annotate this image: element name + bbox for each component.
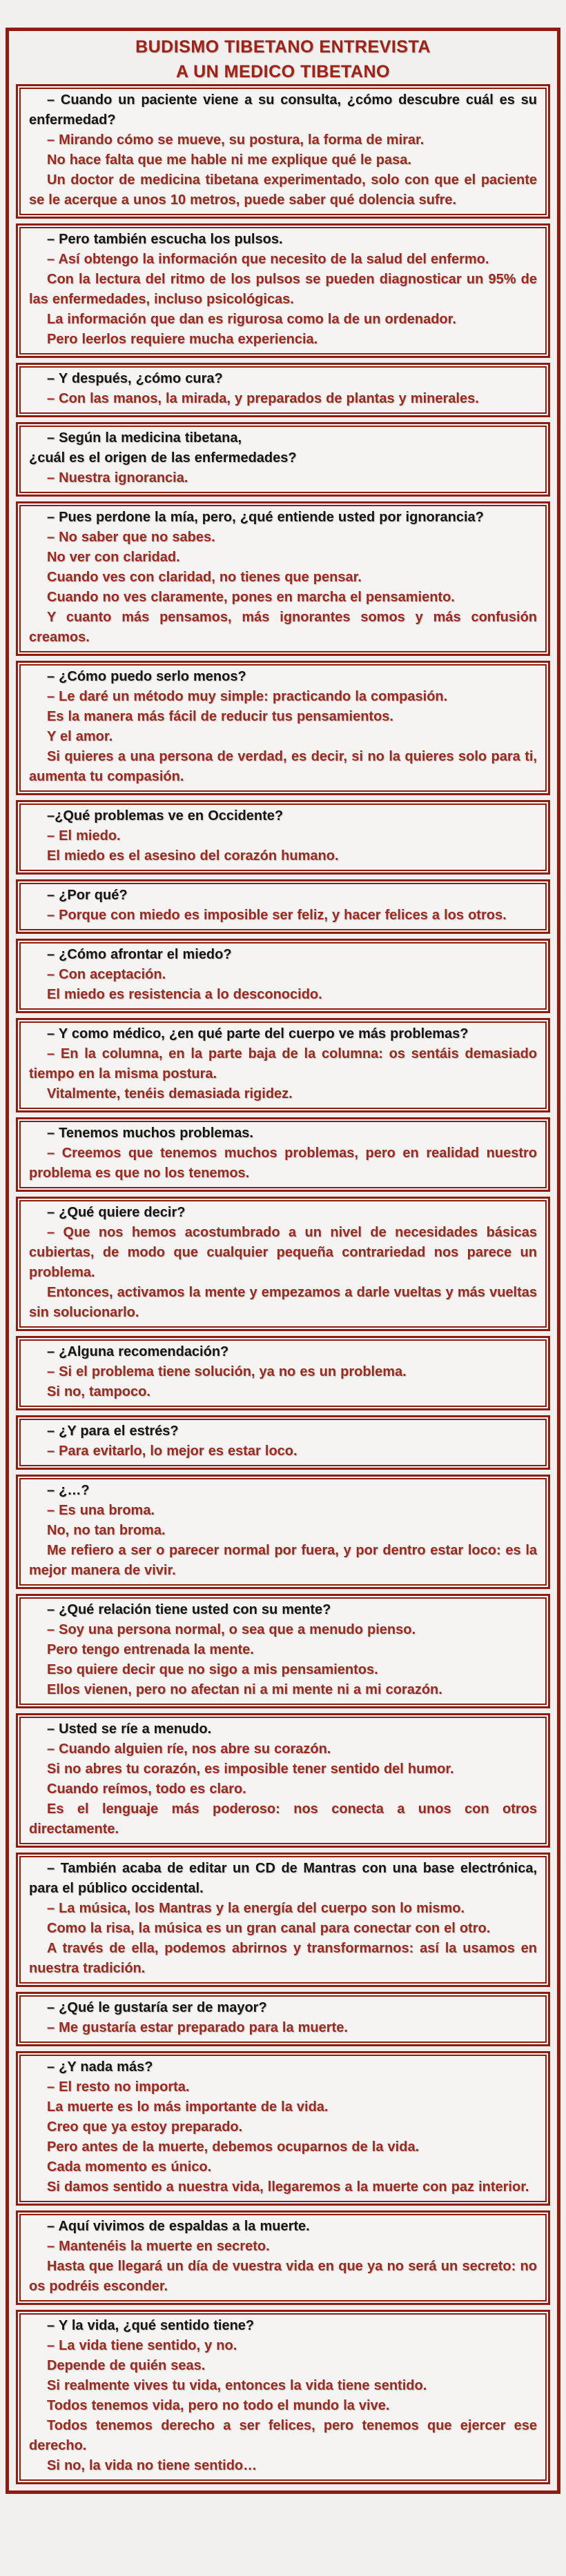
answer-paragraph: Con la lectura del ritmo de los pulsos se pueden diagnosticar un 95% de las enfermedades, incluso psicológicas. [29,272,537,307]
answer-paragraph: No hace falta que me hable ni me explique qué le pasa. [47,152,411,168]
question-paragraph: – Cuando un paciente viene a su consulta, ¿cómo descubre cuál es su enfermedad? [29,92,537,128]
qa-block-inner [19,505,547,652]
answer-paragraph: Como la risa, la música es un gran canal para conectar con el otro. [47,1921,491,1936]
question-paragraph: ¿cuál es el origen de las enfermedades? [29,450,297,466]
qa-block-inner [19,2214,547,2302]
qa-block-inner [19,1717,547,1844]
question-paragraph: – ¿Cómo puedo serlo menos? [47,669,246,684]
qa-block [16,1594,550,1708]
question-paragraph: – ¿Alguna recomendación? [47,1344,229,1359]
answer-paragraph: – El miedo. [47,828,121,843]
qa-block [16,939,550,1013]
answer-paragraph: – Creemos que tenemos muchos problemas, pero en realidad nuestro problema es que no los tenemos. [29,1146,537,1181]
qa-block [16,1992,550,2046]
answer-paragraph: Si no, la vida no tiene sentido… [47,2458,257,2473]
question-paragraph: – Y después, ¿cómo cura? [47,371,223,386]
answer-paragraph: El miedo es resistencia a lo desconocido. [47,987,322,1002]
qa-block-inner [19,883,547,930]
qa-block [16,800,550,875]
answer-paragraph: Si no abres tu corazón, es imposible tener sentido del humor. [47,1761,454,1777]
qa-block [16,363,550,417]
answer-paragraph: Un doctor de medicina tibetana experimentado, solo con que el paciente se le acerque a unos 10 metros, puede saber qué dolencia sufre. [29,172,537,208]
question-paragraph: – ¿Por qué? [47,888,128,903]
answer-paragraph: – Así obtengo la información que necesito de la salud del enfermo. [47,252,489,267]
answer-paragraph: Todos tenemos vida, pero no todo el mundo la vive. [47,2398,390,2413]
qa-block [16,661,550,795]
answer-paragraph: Ellos vienen, pero no afectan ni a mi mente ni a mi corazón. [47,1682,442,1697]
answer-paragraph: Vitalmente, tenéis demasiada rigidez. [47,1086,293,1101]
answer-paragraph: – Con aceptación. [47,967,166,982]
answer-paragraph: El miedo es el asesino del corazón humano. [47,848,339,863]
answer-paragraph: Si realmente vives tu vida, entonces la vida tiene sentido. [47,2378,427,2393]
answer-paragraph: Si no, tampoco. [47,1384,150,1399]
qa-block-inner [19,426,547,493]
question-paragraph: – Tenemos muchos problemas. [47,1126,253,1141]
question-paragraph: – ¿Qué quiere decir? [47,1205,186,1220]
answer-paragraph: Cada momento es único. [47,2159,212,2175]
answer-paragraph: Me refiero a ser o parecer normal por fuera, y por dentro estar loco: es la mejor manera de vivir. [29,1543,537,1578]
qa-block [16,1018,550,1112]
answer-paragraph: – La vida tiene sentido, y no. [47,2338,237,2353]
qa-block [16,1853,550,1987]
qa-block-inner [19,1419,547,1466]
answer-paragraph: – El resto no importa. [47,2079,190,2095]
answer-paragraph: Y el amor. [47,729,113,744]
answer-paragraph: La muerte es lo más importante de la vida. [47,2099,329,2115]
answer-paragraph: – Que nos hemos acostumbrado a un nivel de necesidades básicas cubiertas, de modo que cualquier pequeña contrariedad nos parece un problema. [29,1225,537,1280]
answer-paragraph: Si quieres a una persona de verdad, es decir, si no la quieres solo para ti, aumenta tu compasión. [29,749,537,784]
answer-paragraph: – Si el problema tiene solución, ya no es un problema. [47,1364,407,1379]
answer-paragraph: Creo que ya estoy preparado. [47,2119,243,2135]
qa-list [9,84,557,2484]
answer-paragraph: – Soy una persona normal, o sea que a menudo pienso. [47,1622,416,1637]
qa-block-inner [19,664,547,792]
answer-paragraph: – Es una broma. [47,1503,155,1518]
answer-paragraph: – En la columna, en la parte baja de la columna: os sentáis demasiado tiempo en la misma postura. [29,1046,537,1081]
question-paragraph: – Usted se ríe a menudo. [47,1721,212,1737]
qa-block-inner [19,1021,547,1109]
question-paragraph: – ¿Y nada más? [47,2059,153,2075]
answer-paragraph: Entonces, activamos la mente y empezamos a darle vueltas y más vueltas sin solucionarlo. [29,1285,537,1320]
answer-paragraph: Pero antes de la muerte, debemos ocuparnos de la vida. [47,2139,420,2155]
qa-block-inner [19,803,547,871]
qa-block [16,1336,550,1410]
question-paragraph: – Pues perdone la mía, pero, ¿qué entiende usted por ignorancia? [47,510,484,525]
answer-paragraph: A través de ella, podemos abrirnos y transformarnos: así la usamos en nuestra tradición. [29,1941,537,1976]
answer-paragraph: Cuando reímos, todo es claro. [47,1781,246,1797]
answer-paragraph: – Porque con miedo es imposible ser feliz, y hacer felices a los otros. [47,908,507,923]
qa-block [16,2210,550,2305]
question-paragraph: – ¿…? [47,1483,90,1498]
question-paragraph: – Y la vida, ¿qué sentido tiene? [47,2318,255,2333]
answer-paragraph: – Nuestra ignorancia. [47,470,188,486]
answer-paragraph: Si damos sentido a nuestra vida, llegaremos a la muerte con paz interior. [47,2179,529,2195]
answer-paragraph: No, no tan broma. [47,1523,166,1538]
answer-paragraph: – Con las manos, la mirada, y preparados de plantas y minerales. [47,391,479,406]
qa-block [16,422,550,497]
qa-block [16,1713,550,1848]
answer-paragraph: Pero leerlos requiere mucha experiencia. [47,332,318,347]
qa-block-inner [19,1478,547,1586]
page-title [9,31,557,84]
qa-block [16,1197,550,1331]
answer-paragraph: Pero tengo entrenada la mente. [47,1642,254,1657]
qa-block [16,1117,550,1192]
qa-block [16,84,550,219]
qa-block-inner [19,1121,547,1188]
qa-block-inner [19,2313,547,2481]
page-title-line1: BUDISMO TIBETANO ENTREVISTA [135,37,431,57]
qa-block-inner [19,1339,547,1407]
answer-paragraph: No ver con claridad. [47,550,180,565]
question-paragraph: – Pero también escucha los pulsos. [47,232,283,247]
qa-block-inner [19,1200,547,1328]
qa-block-inner [19,2055,547,2202]
question-paragraph: – ¿Cómo afrontar el miedo? [47,947,232,962]
qa-block [16,223,550,358]
answer-paragraph: Hasta que llegará un día de vuestra vida en que ya no será un secreto: no os podréis esconder. [29,2259,537,2294]
answer-paragraph: Depende de quién seas. [47,2358,206,2373]
question-paragraph: –¿Qué problemas ve en Occidente? [47,808,284,823]
answer-paragraph: – Mantenéis la muerte en secreto. [47,2239,270,2254]
qa-block [16,2310,550,2484]
answer-paragraph: – La música, los Mantras y la energía del cuerpo son lo mismo. [47,1901,465,1916]
answer-paragraph: Cuando ves con claridad, no tienes que pensar. [47,570,362,585]
qa-block-inner [19,942,547,1010]
answer-paragraph: Cuando no ves claramente, pones en marcha el pensamiento. [47,590,455,605]
qa-block-inner [19,227,547,355]
answer-paragraph: Eso quiere decir que no sigo a mis pensamientos. [47,1662,378,1677]
answer-paragraph: La información que dan es rigurosa como la de un ordenador. [47,312,456,327]
answer-paragraph: Y cuanto más pensamos, más ignorantes somos y más confusión creamos. [29,610,537,645]
question-paragraph: – ¿Qué le gustaría ser de mayor? [47,2000,267,2015]
qa-block [16,501,550,656]
qa-block-inner [19,1856,547,1984]
qa-block [16,1475,550,1589]
answer-paragraph: Es el lenguaje más poderoso: nos conecta a unos con otros directamente. [29,1801,537,1837]
answer-paragraph: – Le daré un método muy simple: practicando la compasión. [47,689,448,704]
question-paragraph: – Según la medicina tibetana, [47,430,242,446]
answer-paragraph: – Para evitarlo, lo mejor es estar loco. [47,1444,297,1459]
answer-paragraph: – Me gustaría estar preparado para la muerte. [47,2020,348,2035]
qa-block-inner [19,88,547,215]
qa-block [16,2051,550,2206]
answer-paragraph: – Cuando alguien ríe, nos abre su corazón. [47,1741,331,1757]
document-page [6,28,560,2494]
answer-paragraph: Todos tenemos derecho a ser felices, pero tenemos que ejercer ese derecho. [29,2418,537,2453]
qa-block [16,879,550,934]
answer-paragraph: – No saber que no sabes. [47,530,215,545]
question-paragraph: – ¿Qué relación tiene usted con su mente? [47,1602,331,1617]
qa-block [16,1415,550,1470]
qa-block-inner [19,1995,547,2043]
question-paragraph: – Y como médico, ¿en qué parte del cuerpo ve más problemas? [47,1026,469,1041]
qa-block-inner [19,1597,547,1705]
answer-paragraph: Es la manera más fácil de reducir tus pensamientos. [47,709,393,724]
qa-block-inner [19,366,547,414]
question-paragraph: – También acaba de editar un CD de Mantras con una base electrónica, para el público occidental. [29,1861,537,1896]
answer-paragraph: – Mirando cómo se mueve, su postura, la forma de mirar. [47,132,424,148]
page-title-line2: A UN MEDICO TIBETANO [176,62,390,81]
bottom-spacer [0,2494,566,2533]
question-paragraph: – ¿Y para el estrés? [47,1424,179,1439]
question-paragraph: – Aquí vivimos de espaldas a la muerte. [47,2219,310,2234]
